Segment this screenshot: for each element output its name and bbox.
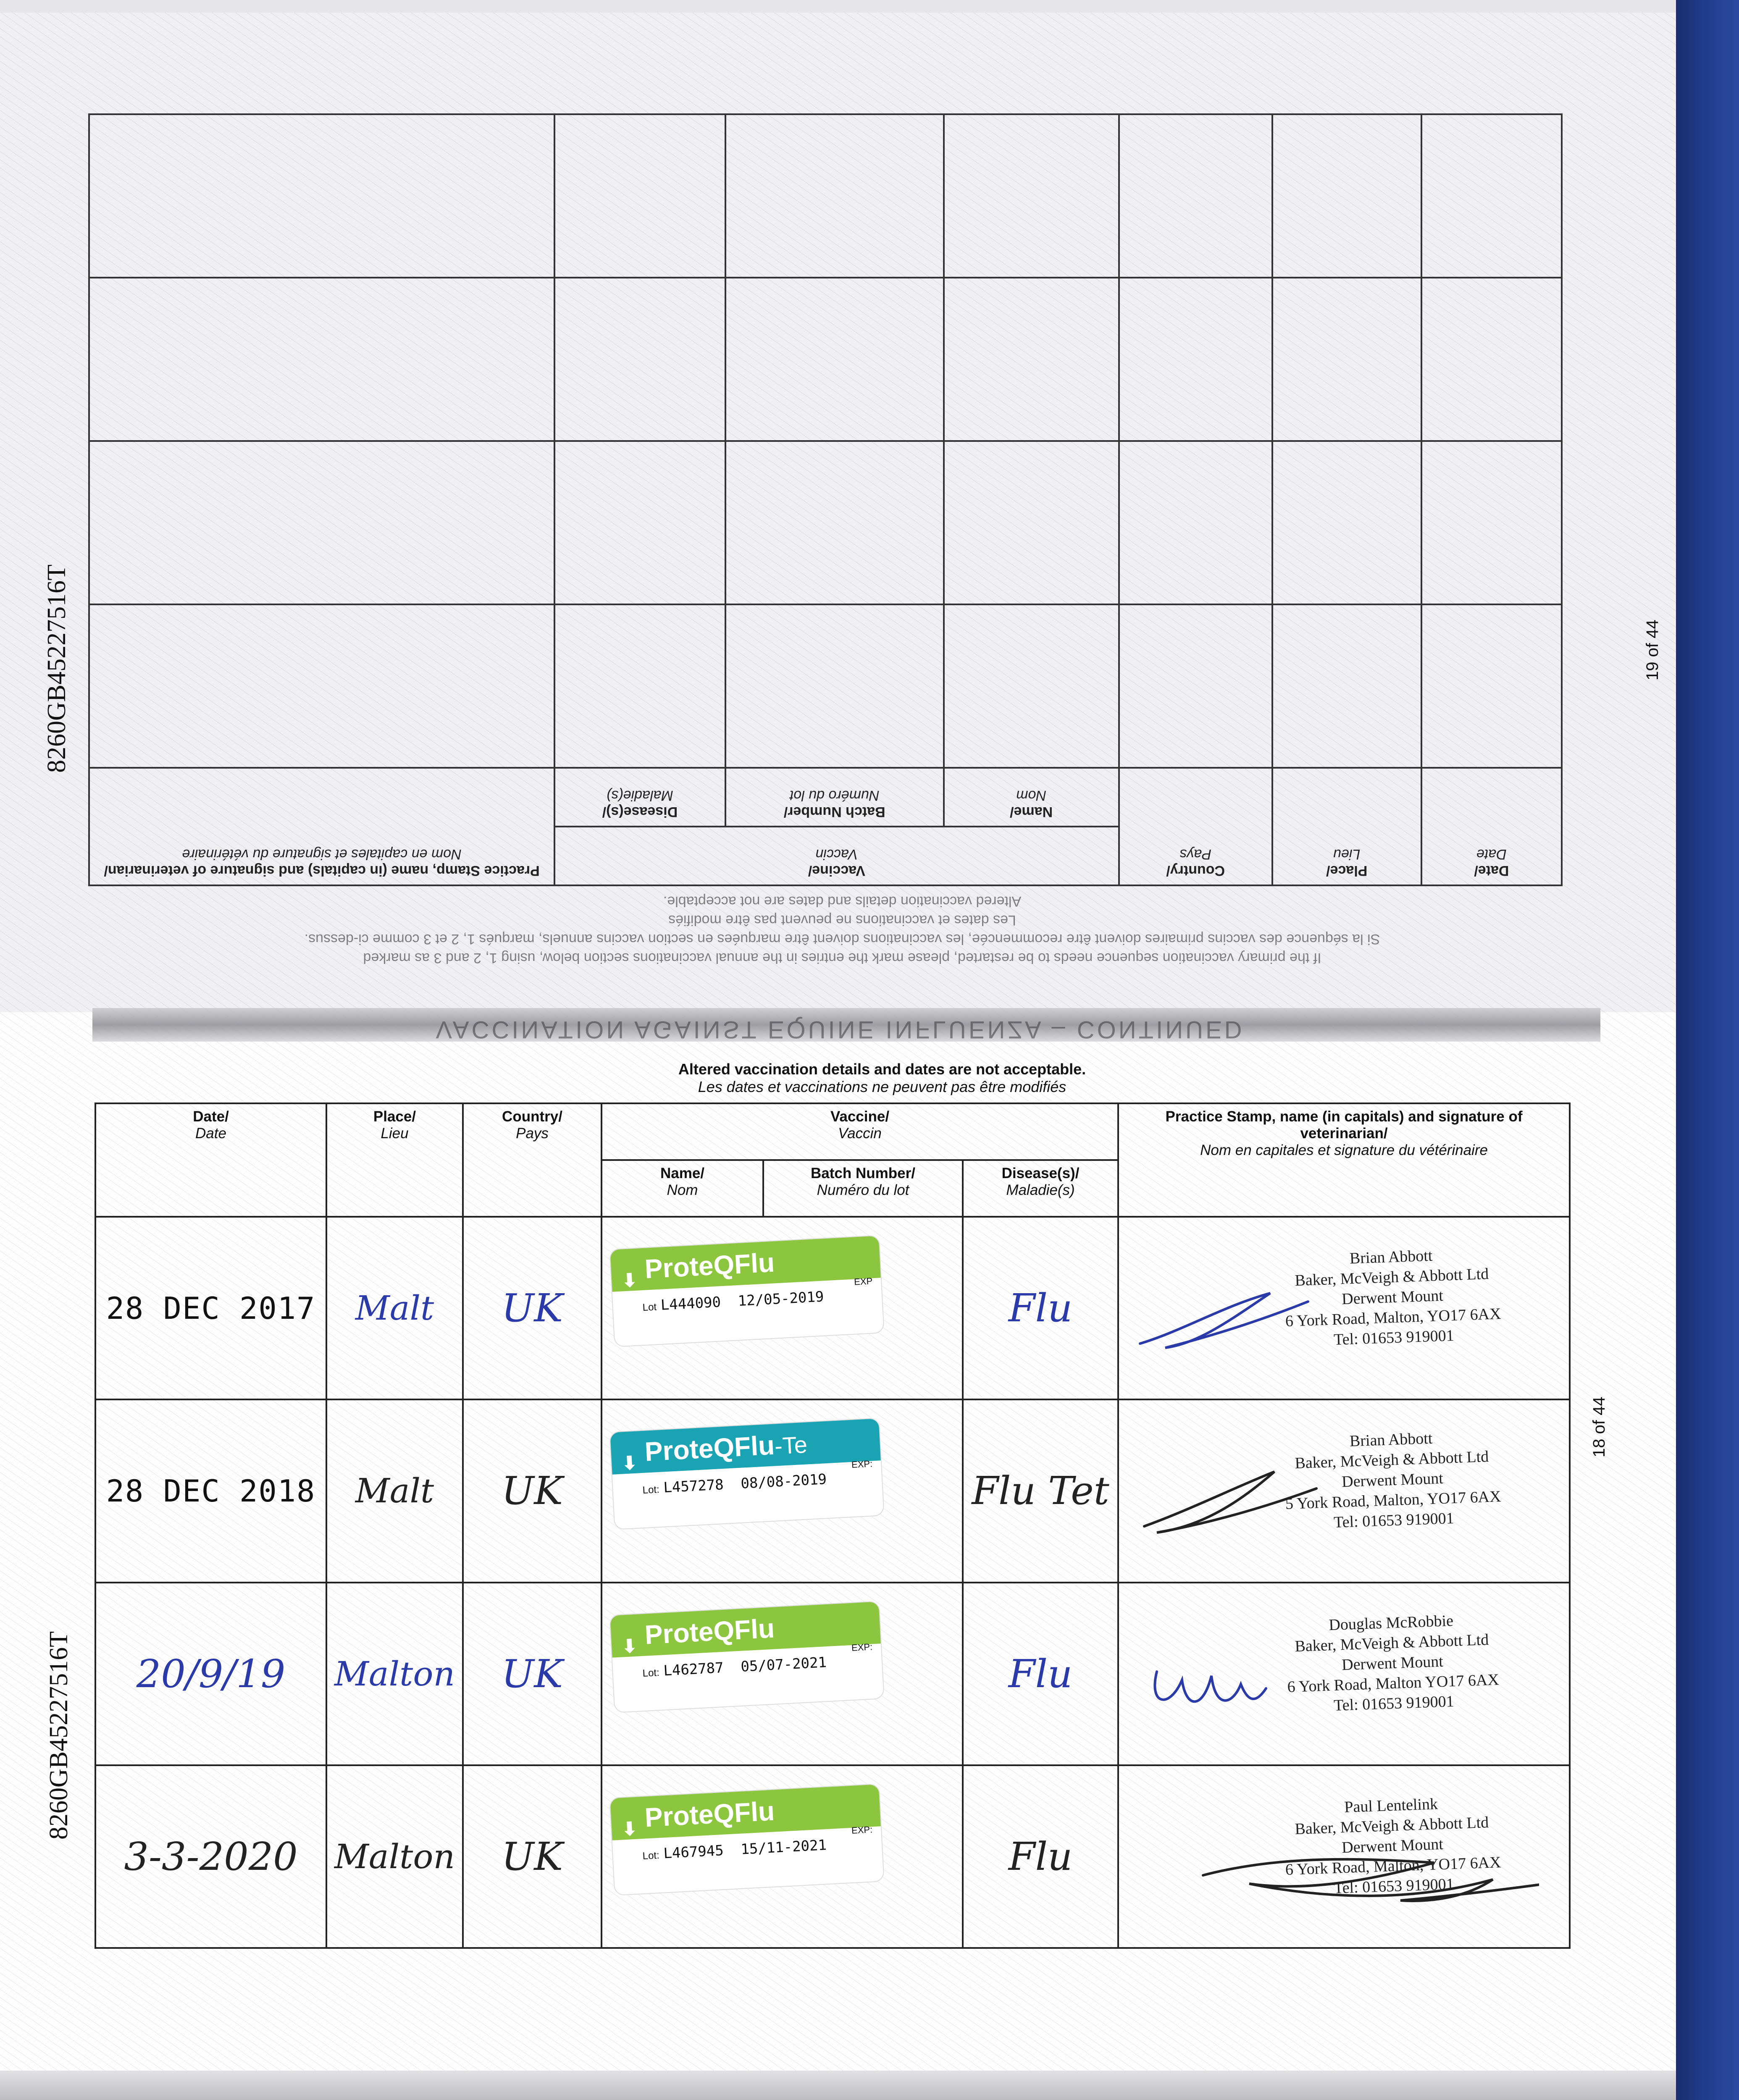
th-date: Date/ Date (1421, 768, 1562, 885)
place-cell (326, 1583, 463, 1765)
vet-signature (1132, 1463, 1367, 1539)
th-place: Place/ Lieu (326, 1103, 463, 1217)
stamp-line: Baker, McVeigh & Abbott Ltd (1294, 1630, 1489, 1655)
vaccination-date: 28 DEC 2017 (106, 1290, 316, 1326)
vet-signature (1132, 1281, 1367, 1356)
arrow-icon: ⬇ (621, 1452, 638, 1474)
vaccination-table-upside-down (88, 113, 1563, 886)
country-cell (463, 1583, 602, 1765)
table-row (95, 1765, 1570, 1948)
passport-cover-spine (1676, 0, 1739, 2100)
empty-row (89, 278, 1562, 441)
stamp-cell (1118, 1765, 1570, 1948)
country-cell (463, 1399, 602, 1582)
country-handwritten: UK (501, 1468, 563, 1514)
arrow-icon: ⬇ (621, 1818, 638, 1840)
country-handwritten: UK (501, 1286, 563, 1331)
disease-handwritten: Flu Tet (972, 1468, 1109, 1514)
stamp-cell (1118, 1399, 1570, 1582)
disease-cell (963, 1399, 1118, 1582)
stamp-line: Baker, McVeigh & Abbott Ltd (1294, 1448, 1489, 1473)
country-cell (463, 1217, 602, 1399)
place-handwritten: Malt (355, 1471, 434, 1511)
country-handwritten: UK (501, 1651, 563, 1696)
disease-cell (963, 1583, 1118, 1765)
vaccination-date: 20/9/19 (136, 1651, 286, 1696)
vaccine-sticker (610, 1236, 883, 1346)
sticker-band: ⬇ ProteQFlu (610, 1601, 880, 1657)
vaccine-sticker (610, 1419, 883, 1529)
vaccine-cell (602, 1583, 963, 1765)
arrow-icon: ⬇ (621, 1635, 638, 1657)
place-handwritten: Malton (334, 1654, 455, 1693)
arrow-icon: ⬇ (621, 1270, 638, 1292)
stamp-line: Baker, McVeigh & Abbott Ltd (1294, 1813, 1489, 1838)
note-altered-fr: Les dates et vaccinations ne peuvent pas être modifiés (668, 912, 1016, 928)
th-stamp: Practice Stamp, name (in capitals) and signature of veterinarian/ Nom en capitales et signature du vétérinaire (1118, 1103, 1570, 1217)
empty-row (89, 114, 1562, 278)
th-date: Date/ Date (95, 1103, 326, 1217)
notice-en: Altered vaccination details and dates are not acceptable. (678, 1060, 1086, 1078)
table-row (95, 1217, 1570, 1399)
empty-row (89, 441, 1562, 604)
sticker-band: ⬇ ProteQFlu (610, 1236, 880, 1292)
stamp-line: Brian Abbott (1349, 1429, 1433, 1450)
stamp-line: 5 York Road, Malton, YO17 6AX (1285, 1488, 1502, 1513)
stamp-line: Paul Lentelink (1344, 1795, 1438, 1816)
th-name: Name/ Nom (944, 768, 1119, 827)
note-restart-fr: Si la séquence des vaccins primaires doivent être recommencée, les vaccinations doivent être marquées en section vaccins annuels, marqués 1, 2 et 3 comme ci-dessus. (304, 931, 1380, 947)
stamp-line: Derwent Mount (1341, 1470, 1444, 1491)
place-handwritten: Malton (334, 1837, 455, 1876)
note-restart-en: If the primary vaccination sequence needs to be restarted, please mark the entries in the annual vaccinations section below, using 1, 2 and 3 as marked (363, 950, 1321, 966)
vet-signature (1132, 1646, 1367, 1722)
stamp-line: Derwent Mount (1341, 1286, 1444, 1308)
vet-signature (1094, 1829, 1539, 1905)
stamp-line: Baker, McVeigh & Abbott Ltd (1294, 1265, 1489, 1290)
disease-handwritten: Flu (1008, 1286, 1073, 1331)
top-page-notes (223, 890, 1462, 969)
th-vaccine: Vaccine/ Vaccin (602, 1103, 1118, 1160)
th-disease: Disease(s)/ Maladie(s) (963, 1160, 1118, 1217)
passport-id-top: 8260GB45227516T (42, 564, 71, 773)
vaccine-sticker (610, 1601, 883, 1712)
th-vaccine: Vaccine/ Vaccin (554, 827, 1119, 885)
th-country: Country/ Pays (1119, 768, 1272, 885)
th-name: Name/ Nom (602, 1160, 763, 1217)
sticker-lot: Lot: L462787 05/07-2021 EXP: (642, 1641, 873, 1679)
sticker-lot: Lot: L457278 08/08-2019 EXP: (642, 1458, 873, 1496)
th-stamp: Practice Stamp, name (in capitals) and signature of veterinarian/ Nom en capitales et signature du vétérinaire (89, 768, 554, 885)
vaccine-cell (602, 1217, 963, 1399)
vaccination-date: 3-3-2020 (124, 1834, 298, 1879)
stamp-line: Tel: 01653 919001 (1333, 1692, 1455, 1714)
stamp-line: 6 York Road, Malton, YO17 6AX (1285, 1853, 1502, 1879)
stamp-line: Derwent Mount (1341, 1652, 1444, 1674)
fold-heading: VACCINATION AGAINST EQUINE INFLUENZA – CONTINUED (436, 1016, 1245, 1043)
passport-cover-top (0, 0, 1739, 13)
date-cell (95, 1765, 326, 1948)
sticker-lot: Lot: L467945 15/11-2021 EXP: (642, 1824, 873, 1862)
country-cell (463, 1765, 602, 1948)
country-handwritten: UK (501, 1834, 563, 1879)
date-cell (95, 1399, 326, 1582)
disease-handwritten: Flu (1008, 1651, 1073, 1696)
stamp-line: 6 York Road, Malton, YO17 6AX (1285, 1305, 1502, 1330)
vaccine-sticker (610, 1784, 883, 1895)
th-batch: Batch Number/ Numéro du lot (725, 768, 944, 827)
vaccination-table (95, 1102, 1569, 1949)
vaccine-cell (602, 1765, 963, 1948)
stamp-cell (1118, 1583, 1570, 1765)
th-disease: Disease(s)/ Maladie(s) (554, 768, 725, 827)
sticker-band: ⬇ ProteQFlu-Te (610, 1419, 880, 1475)
place-cell (326, 1765, 463, 1948)
notice-fr: Les dates et vaccinations ne peuvent pas être modifiés (698, 1078, 1067, 1095)
page-number-top: 19 of 44 (1643, 620, 1662, 680)
stamp-line: Tel: 01653 919001 (1333, 1509, 1455, 1532)
disease-handwritten: Flu (1008, 1834, 1073, 1879)
empty-row (89, 604, 1562, 768)
date-cell (95, 1583, 326, 1765)
stamp-line: Tel: 01653 919001 (1333, 1326, 1455, 1349)
alteration-notice (462, 1060, 1302, 1096)
stamp-line: 6 York Road, Malton YO17 6AX (1287, 1670, 1500, 1696)
disease-cell (963, 1217, 1118, 1399)
vaccine-cell (602, 1399, 963, 1582)
passport-id-bottom: 8260GB45227516T (45, 1631, 73, 1840)
sticker-band: ⬇ ProteQFlu (610, 1784, 880, 1840)
stamp-line: Brian Abbott (1349, 1247, 1433, 1268)
note-altered-en: Altered vaccination details and dates are not acceptable. (663, 893, 1022, 909)
stamp-line: Douglas McRobbie (1328, 1612, 1454, 1634)
th-batch: Batch Number/ Numéro du lot (763, 1160, 963, 1217)
sticker-lot: Lot L444090 12/05-2019 EXP (642, 1276, 873, 1314)
date-cell (95, 1217, 326, 1399)
stamp-cell (1118, 1217, 1570, 1399)
stamp-line: Tel: 01653 919001 (1333, 1875, 1455, 1897)
place-handwritten: Malt (355, 1289, 434, 1328)
vaccination-date: 28 DEC 2018 (106, 1473, 316, 1509)
page-bottom-edge (0, 2071, 1676, 2100)
th-place: Place/ Lieu (1272, 768, 1421, 885)
th-country: Country/ Pays (463, 1103, 602, 1217)
page-number-bottom: 18 of 44 (1590, 1396, 1608, 1457)
table-row (95, 1583, 1570, 1765)
table-row (95, 1399, 1570, 1582)
stamp-line: Derwent Mount (1341, 1835, 1444, 1856)
place-cell (326, 1217, 463, 1399)
place-cell (326, 1399, 463, 1582)
